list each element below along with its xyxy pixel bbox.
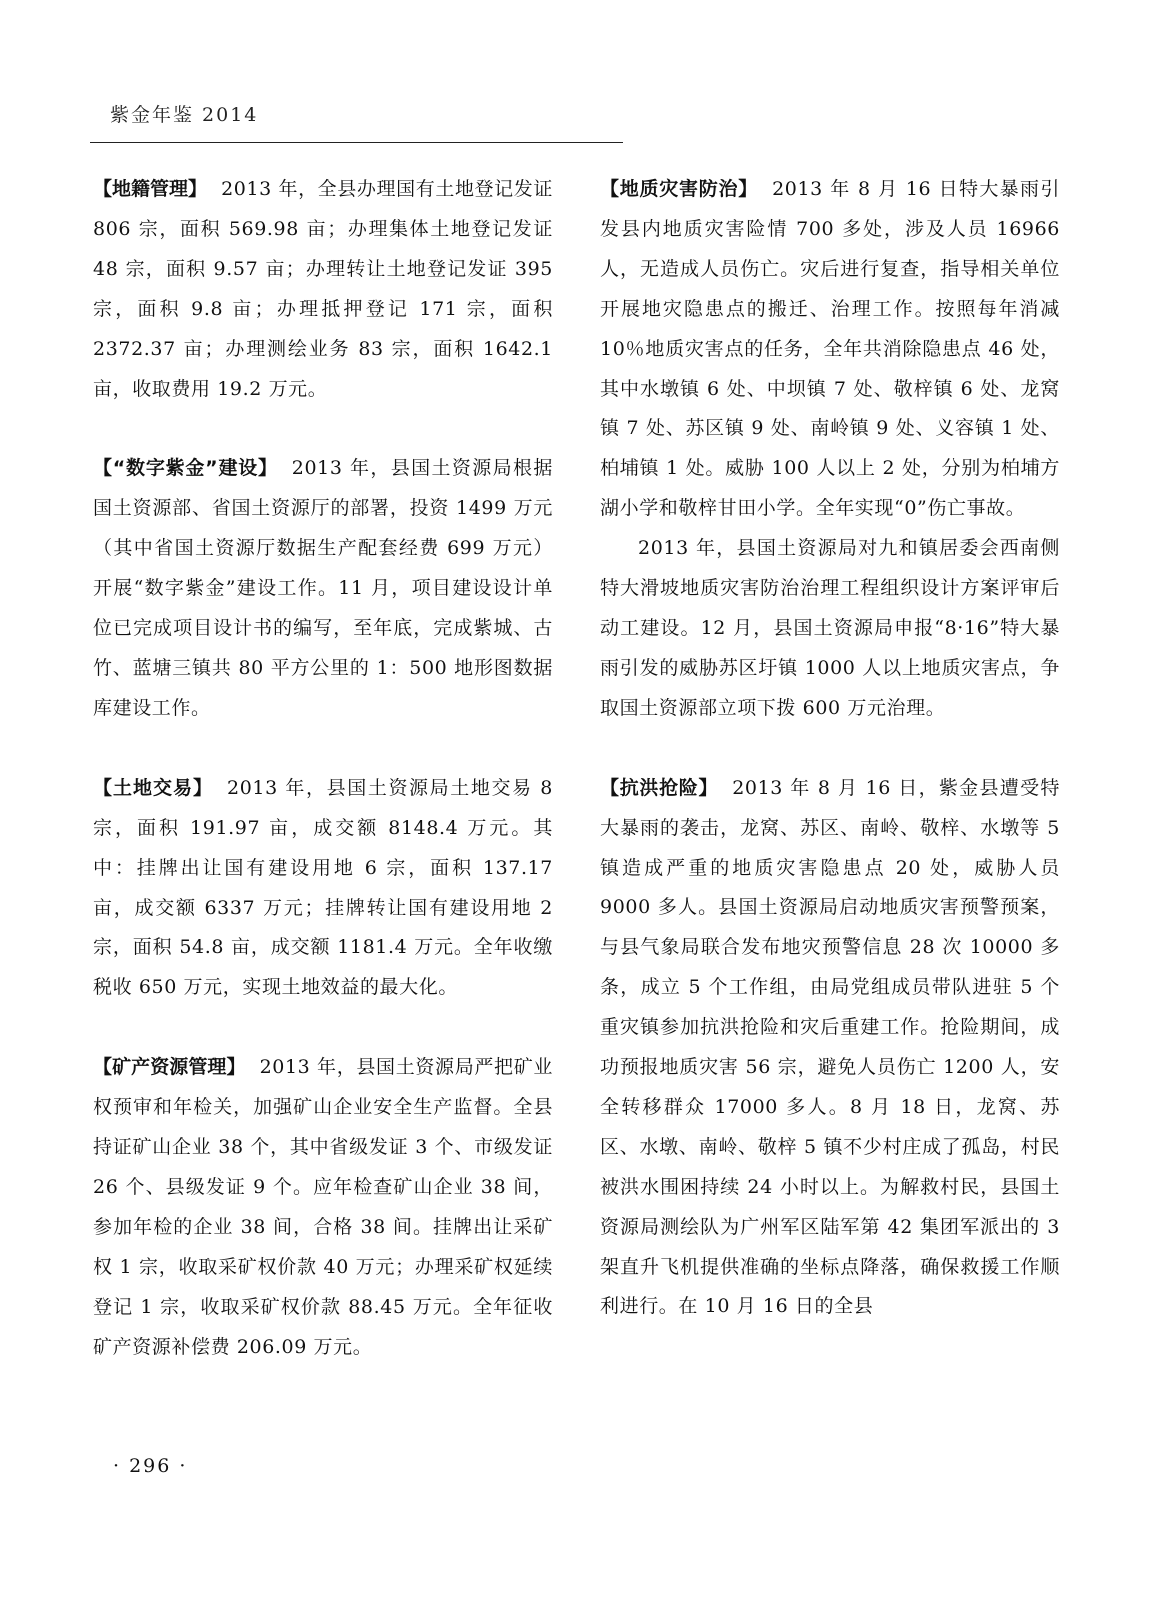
- section-digital-zijin: [93, 449, 553, 728]
- section-text: 2013 年，全县办理国有土地登记发证 806 宗，面积 569.98 亩；办理集体土地登记发证 48 宗，面积 9.57 亩；办理转让土地登记发证 395 宗，面积 9.8 亩；办理抵押登记 171 宗，面积 2372.37 亩；办理测绘业务 83 宗，面积 1642.1 亩，收取费用 19.2 万元。: [93, 178, 553, 400]
- section-paragraph: [93, 1048, 553, 1367]
- section-title: 【地籍管理】: [93, 178, 208, 200]
- section-title: 【抗洪抢险】: [600, 776, 719, 799]
- right-column: [600, 170, 1060, 1327]
- section-paragraph: 2013 年，县国土资源局对九和镇居委会西南侧特大滑坡地质灾害防治治理工程组织设计方案评审后动工建设。12 月，县国土资源局申报“8·16”特大暴雨引发的威胁苏区圩镇 1000 人以上地质灾害点，争取国土资源部立项下拨 600 万元治理。: [600, 537, 1060, 719]
- section-paragraph: [93, 769, 553, 1008]
- section-land-transactions: [93, 769, 553, 1008]
- section-text: 2013 年 8 月 16 日特大暴雨引发县内地质灾害险情 700 多处，涉及人员 16966 人，无造成人员伤亡。灾后进行复查，指导相关单位开展地灾隐患点的搬迁、治理工作。按照每年消减 10％地质灾害点的任务，全年共消除隐患点 46 处，其中水墩镇 6 处、中坝镇 7 处、敬梓镇 6 处、龙窝镇 7 处、苏区镇 9 处、南岭镇 9 处、义容镇 1 处、柏埔镇 1 处。威胁 100 人以上 2 处，分别为柏埔方湖小学和敬梓甘田小学。全年实现“0”伤亡事故。: [600, 178, 1060, 520]
- section-title: 【土地交易】: [93, 776, 214, 799]
- section-text: 2013 年，县国土资源局土地交易 8 宗，面积 191.97 亩，成交额 8148.4 万元。其中：挂牌出让国有建设用地 6 宗，面积 137.17 亩，成交额 6337 万元；挂牌转让国有建设用地 2 宗，面积 54.8 亩，成交额 1181.4 万元。全年收缴税收 650 万元，实现土地效益的最大化。: [93, 776, 553, 999]
- section-text: 2013 年 8 月 16 日，紫金县遭受特大暴雨的袭击，龙窝、苏区、南岭、敬梓、水墩等 5 镇造成严重的地质灾害隐患点 20 处，威胁人员 9000 多人。县国土资源局启动地质灾害预警预案，与县气象局联合发布地灾预警信息 28 次 10000 多条，成立 5 个工作组，由局党组成员带队进驻 5 个重灾镇参加抗洪抢险和灾后重建工作。抢险期间，成功预报地质灾害 56 宗，避免人员伤亡 1200 人，安全转移群众 17000 多人。8 月 18 日，龙窝、苏区、水墩、南岭、敬梓 5 镇不少村庄成了孤岛，村民被洪水围困持续 24 小时以上。为解救村民，县国土资源局测绘队为广州军区陆军第 42 集团军派出的 3 架直升飞机提供准确的坐标点降落，确保救援工作顺利进行。在 10 月 16 日的全县: [600, 776, 1060, 1318]
- section-paragraph: [93, 170, 553, 409]
- section-mineral-resources: [93, 1048, 553, 1367]
- section-geological-hazard-prevention: [600, 170, 1060, 729]
- section-title: 【“数字紫金”建设】: [93, 457, 278, 480]
- section-text: 2013 年，县国土资源局根据国土资源部、省国土资源厅的部署，投资 1499 万元（其中省国土资源厅数据生产配套经费 699 万元）开展“数字紫金”建设工作。11 月，项目建设设计单位已完成项目设计书的编写，至年底，完成紫城、古竹、蓝塘三镇共 80 平方公里的 1：500 地形图数据库建设工作。: [93, 457, 553, 719]
- page-number: · 296 ·: [113, 1455, 188, 1477]
- section-flood-rescue: [600, 769, 1060, 1328]
- section-paragraph: [600, 170, 1060, 529]
- running-header: 紫金年鉴 2014: [110, 104, 259, 126]
- section-title: 【地质灾害防治】: [600, 178, 759, 200]
- left-column: [93, 170, 553, 1367]
- section-paragraph: [93, 449, 553, 728]
- section-paragraph: [600, 769, 1060, 1328]
- header-rule: [90, 142, 623, 143]
- section-cadastral-management: [93, 170, 553, 409]
- section-text: 2013 年，县国土资源局严把矿业权预审和年检关，加强矿山企业安全生产监督。全县持证矿山企业 38 个，其中省级发证 3 个、市级发证 26 个、县级发证 9 个。应年检查矿山企业 38 间，参加年检的企业 38 间，合格 38 间。挂牌出让采矿权 1 宗，收取采矿权价款 40 万元；办理采矿权延续登记 1 宗，收取采矿权价款 88.45 万元。全年征收矿产资源补偿费 206.09 万元。: [93, 1056, 553, 1358]
- section-title: 【矿产资源管理】: [93, 1056, 246, 1079]
